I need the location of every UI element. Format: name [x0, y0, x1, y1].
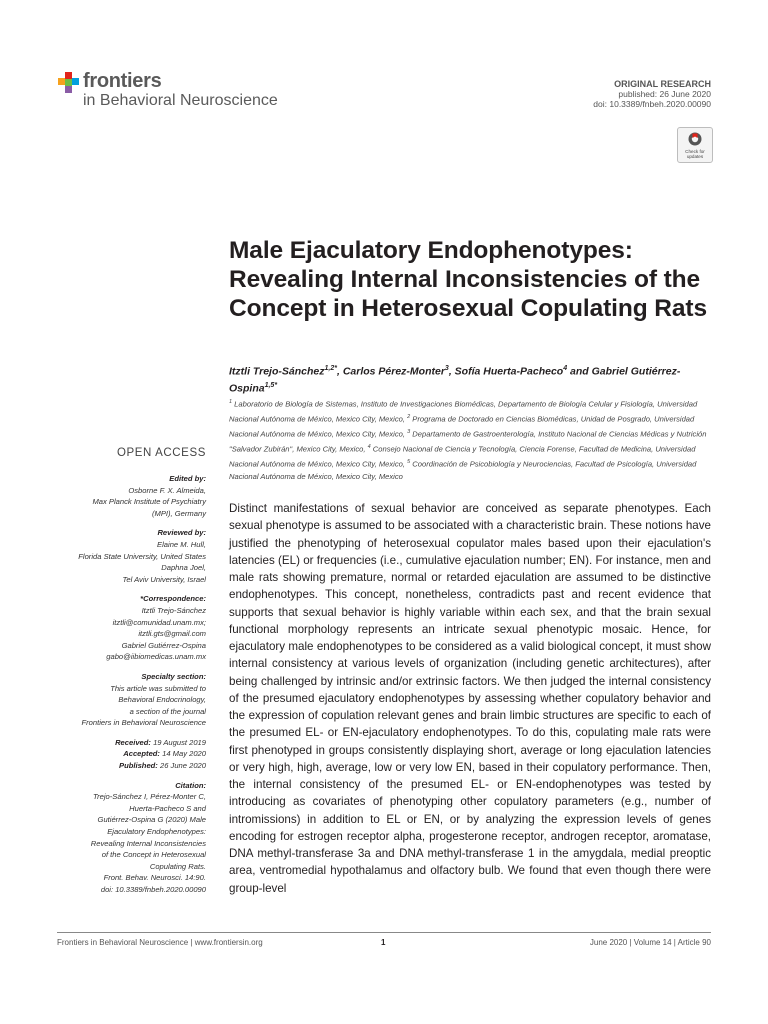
author-name[interactable]: Carlos Pérez-Monter — [342, 365, 445, 378]
open-access-label: OPEN ACCESS — [116, 447, 206, 459]
edited-by-lines — [40, 485, 206, 520]
sidebar-line: Daphna Joel, — [161, 563, 206, 573]
sidebar-line: Frontiers in Behavioral Neuroscience — [81, 718, 206, 728]
affiliation-text: Coordinación de Psicobiología y Neurociencias, Facultad de Psicología, Universidad Nacional Autónoma de México, Mexico City, Mexico — [229, 459, 697, 482]
author-name[interactable]: Gabriel Gutiérrez-Ospina — [229, 365, 681, 394]
sidebar-line: Revealing Internal Inconsistencies — [90, 838, 206, 848]
footer-divider — [57, 932, 711, 933]
published-date-sidebar: Published: 26 June 2020 — [119, 761, 206, 771]
affiliation-number: 1 — [229, 399, 233, 405]
sidebar-line: Gabriel Gutiérrez-Ospina — [121, 640, 206, 650]
affiliation-number: 2 — [407, 414, 411, 421]
author-affiliation-mark: 4 — [563, 365, 568, 372]
sidebar-line: Max Planck Institute of Psychiatry — [92, 497, 206, 507]
reviewed-by-lines — [40, 539, 206, 585]
sidebar-line: Itztli Trejo-Sánchez — [141, 605, 206, 615]
sidebar-line: Ejaculatory Endophenotypes: — [107, 827, 206, 837]
author-list: Itztli Trejo-Sánchez$^{1,2*}$, Carlos Pérez-Monter$^3$, Sofía Huerta-Pacheco$^4$ and Gabriel Gutiérrez-Ospina$^{1,5*}$ — [229, 365, 681, 394]
affiliation-number: 5 — [407, 459, 411, 466]
edited-by-heading: Edited by: — [169, 474, 206, 483]
author-affiliation-mark: 1,2* — [324, 365, 337, 372]
dates-block — [40, 737, 206, 772]
article-meta — [593, 79, 711, 109]
affiliation-number: 3 — [407, 429, 411, 436]
sidebar-line[interactable]: gabo@iibiomedicas.unam.mx — [106, 652, 206, 662]
specialty-lines — [40, 683, 206, 729]
sidebar-line: of the Concept in Heterosexual — [101, 850, 206, 860]
sidebar-line: Gutiérrez-Ospina G (2020) Male — [97, 815, 206, 825]
footer-issue: June 2020 | Volume 14 | Article 90 — [589, 938, 711, 947]
sidebar-line: Tel Aviv University, Israel — [122, 574, 206, 584]
received-date: Received: 19 August 2019 — [115, 737, 206, 747]
frontiers-logo-icon — [58, 72, 80, 94]
sidebar-line: Osborne F. X. Almeida, — [128, 485, 206, 495]
author-affiliation-mark: 3 — [444, 365, 449, 372]
citation-heading: Citation: — [175, 780, 206, 790]
abstract-text: Distinct manifestations of sexual behavior are conceived as separate phenotypes. Each sexual phenotype is assumed to be associated with a characteristic brain. These notions have justified the phenotyping of heterosexual copulator males based upon their ejaculation's latencies (EL) or frequencies (i.e., cumulative ejaculation number; EN). For instance, men and male rats showing premature, normal or retarded ejaculation are assumed to be distinctive endophenotypes. This concept, nonetheless, contradicts past and recent evidence that supports that sexual behavior is highly variable within each sex, and that the brain sexual functional morphology represents an intricate sexual phenotypic mosaic. Hence, for ejaculatory male endophenotypes to be considered as a valid biological concept, it must show internal consistency at various levels of organization (including genetic architectures), after being challenged by intrinsic and/or extrinsic factors. We then judged the internal consistency of the presumed ejaculatory endophenotypes by assessing whether copulatory behavior and the expression of copulation relevant genes and brain limbic structures are specific to each of the presumed EL- or EN-ejaculatory endophenotypes. To do this, copulating male rats were first phenotyped in groups consistently displaying short, average or long ejaculation latencies or very high, high, average, low or very low EN, based in their copulatory performance. Then, the internal consistency of the presumed EL- or EN-endophenotypes was tested by introducing as covariates of phenotyping other copulatory parameters (e.g., number of intromissions) in addition to EL or EN, or by analyzing the expression levels of genes encoding for estrogen receptor alpha, progesterone receptor, androgen receptor, aromatase, DNA methyl-transferase 3a and DNA methyl-transferase 1 in the amygdala, medial preoptic area, ventromedial hypothalamus and olfactory bulb. We found that even though there were group-level — [229, 502, 711, 895]
footer-journal: Frontiers in Behavioral Neuroscience | www.frontiersin.org — [57, 938, 263, 947]
article-type: ORIGINAL RESEARCH — [614, 79, 711, 89]
sidebar-line: Huerta-Pacheco S and — [129, 803, 206, 813]
check-for-updates-badge[interactable] — [677, 127, 713, 163]
citation-lines — [40, 791, 206, 895]
affiliation-text: Departamento de Gastroenterología, Instituto Nacional de Ciencias Médicas y Nutrición "Salvador Zubirán", Mexico City, Mexico, — [229, 429, 707, 454]
crossmark-label: Check for — [685, 149, 705, 154]
sidebar-line: This article was submitted to — [110, 683, 206, 693]
reviewed-by-heading: Reviewed by: — [157, 528, 206, 538]
article-title: Male Ejaculatory Endophenotypes: Revealing Internal Inconsistencies of the Concept in Heterosexual Copulating Rats — [229, 237, 708, 322]
article-sidebar — [40, 473, 206, 904]
reviewed-by-block — [40, 527, 206, 585]
specialty-block — [40, 671, 206, 729]
sidebar-line[interactable]: itztli@comunidad.unam.mx; — [112, 617, 206, 627]
accepted-date: Accepted: 14 May 2020 — [123, 749, 206, 759]
correspondence-lines — [40, 605, 206, 663]
doi-link[interactable]: doi: 10.3389/fnbeh.2020.00090 — [593, 99, 711, 109]
correspondence-heading: *Correspondence: — [140, 594, 206, 604]
logo-wordmark: frontiers — [83, 70, 162, 92]
sidebar-line: doi: 10.3389/fnbeh.2020.00090 — [100, 885, 206, 894]
crossmark-label: updates — [686, 154, 704, 159]
sidebar-line: Trejo-Sánchez I, Pérez-Monter C, — [93, 792, 206, 802]
journal-name: in Behavioral Neuroscience — [83, 92, 278, 109]
author-affiliation-mark: 1,5* — [264, 381, 278, 389]
correspondence-block — [40, 593, 206, 663]
sidebar-line: a section of the journal — [129, 706, 206, 716]
sidebar-line: (MPI), Germany — [151, 508, 206, 518]
author-name[interactable]: Itztli Trejo-Sánchez — [229, 365, 325, 378]
affiliation-number: 4 — [367, 444, 371, 451]
sidebar-line: Front. Behav. Neurosci. 14:90. — [103, 873, 206, 883]
sidebar-line: Elaine M. Hull, — [157, 539, 206, 549]
page-number: 1 — [381, 938, 386, 947]
sidebar-line: Behavioral Endocrinology, — [118, 695, 206, 705]
affiliation-text: Consejo Nacional de Ciencia y Tecnología, Ciencia Forense, Facultad de Medicina, Universidad Nacional Autónoma de México, Mexico City, Mexico, — [229, 444, 696, 469]
affiliations — [229, 396, 719, 484]
author-name[interactable]: Sofía Huerta-Pacheco — [454, 365, 564, 378]
sidebar-line[interactable]: itztli.gts@gmail.com — [138, 629, 206, 639]
specialty-heading: Specialty section: — [141, 671, 206, 681]
sidebar-line: Copulating Rats. — [149, 861, 206, 871]
affiliation-text: Laboratorio de Biología de Sistemas, Instituto de Investigaciones Biomédicas, Departamento de Biología Celular y Fisiología, Universidad Nacional Autónoma de México, Mexico City, Mexico, — [229, 399, 698, 424]
published-date: published: 26 June 2020 — [618, 89, 711, 99]
affiliation-text: Programa de Doctorado en Ciencias Biomédicas, Unidad de Posgrado, Universidad Nacional Autónoma de México, Mexico City, Mexico, — [229, 414, 695, 439]
journal-logo — [58, 70, 318, 114]
crossmark-icon — [688, 132, 702, 148]
citation-block — [40, 780, 206, 896]
edited-by-block — [40, 473, 206, 519]
sidebar-line: Florida State University, United States — [78, 551, 206, 561]
